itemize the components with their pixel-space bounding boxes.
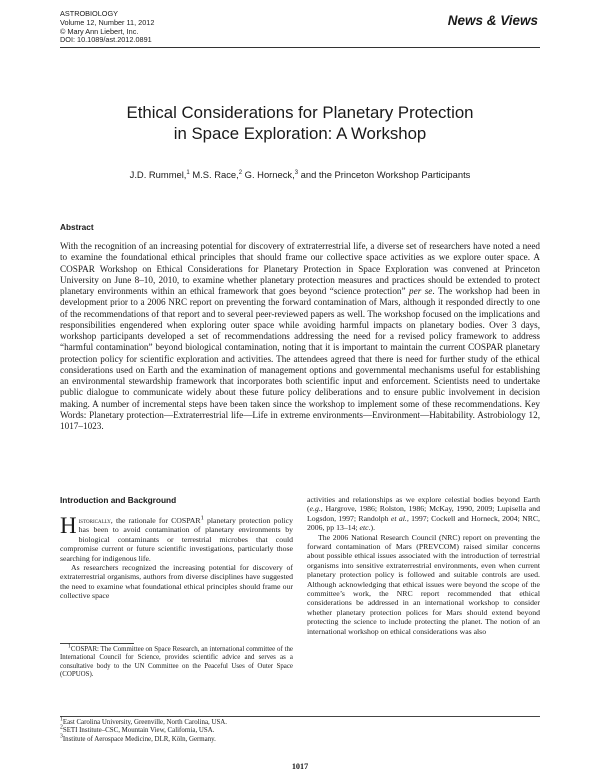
right-text-1c: , 1997; Cockell and Horneck, 2004; NRC, 2006, pp 13–14; (307, 513, 540, 533)
right-column (307, 495, 540, 636)
author-1[interactable]: J.D. Rummel, (129, 169, 187, 180)
title-line-2: in Space Exploration: A Workshop (173, 124, 427, 143)
article-title (60, 102, 540, 144)
left-column (60, 513, 293, 601)
affiliation-2-mark: 2 (60, 725, 63, 732)
footnote (60, 643, 293, 680)
journal-info (60, 10, 154, 45)
intro-heading: Introduction and Background (60, 495, 177, 505)
affiliation-2-text: SETI Institute–CSC, Mountain View, California, USA. (62, 727, 215, 735)
abstract-text-2: . The workshop had been in development prior to a 2006 NRC report on preventing the forward contamination of Mars, although it responded directly to one of the recommendations of that report and to several peer-reviewed papers as well. The workshop focused on the implications and responsibilities engendered when exploring outer space while avoiding harmful impacts on planetary bodies. Over 3 days, workshop participants developed a set of recommendations addressing the need for a revised policy framework to address “harmful contamination” beyond biological contamination, noting that it is important to maintain the current COSPAR planetary protection policy for scientific exploration and activities. The attendees agreed that there is need for further study of the ethical considerations used on Earth and the examination of management options and governmental mechanisms useful for establishing an environmental stewardship framework that incorporates both scientific input and enforcement. Scientists need to undertake public dialogue to communicate widely about these future policy deliberations and to ensure public involvement in decision making. A number of incremental steps have been taken since the workshop to implement some of these recommendations. Key Words: Planetary protection—Extraterrestrial life—Life in extreme environments—Environment—Habitability. Astrobiology 12, 1017–1023. (60, 286, 540, 431)
right-paragraph-1 (307, 495, 540, 533)
right-text-1a: activities and relationships as we explore celestial bodies beyond Earth ( (307, 495, 540, 514)
author-list (60, 169, 540, 180)
affiliation-3-mark: 3 (60, 733, 63, 740)
affiliations (60, 716, 228, 744)
author-2-affil: 2 (238, 169, 243, 176)
intro-text-1b: planetary protection policy has been to avoid contamination of planetary environments by biological contaminants or terrestrial microbes that could compromise current or future scientific investigations, particularly those searching for indigenous life. (60, 516, 293, 563)
section-label: News & Views (447, 13, 538, 28)
abstract-heading: Abstract (60, 222, 94, 232)
intro-text-1: the rationale for COSPAR (112, 516, 201, 525)
intro-smallcaps: istorically, (78, 516, 113, 525)
right-paragraph-2: The 2006 National Research Council (NRC) report on preventing the forward contamination of Mars (PREVCOM) raised similar concerns about possible ethical issues associated with the introduction of terrestrial organisms into sensitive extraterrestrial environments, even when current planetary protection policy is followed and suitable controls are used. Although acknowledging that ethical issues were beyond the scope of the committee’s work, the NRC report recommended that ethical considerations be addressed in an international workshop to consider whether planetary protection polices for Mars should extend beyond protecting the science to include protecting the planet. The notion of an international workshop on ethical considerations was also (307, 532, 540, 636)
right-etc: etc. (359, 523, 371, 533)
abstract-body (60, 241, 540, 432)
right-eg: e.g. (309, 504, 321, 514)
right-text-1d: ). (370, 523, 376, 533)
abstract-italic: per se (409, 286, 433, 296)
affiliation-3-text: Institute of Aerospace Medicine, DLR, Köln, Germany. (62, 735, 216, 743)
affiliation-divider (60, 716, 540, 717)
affiliation-2 (60, 727, 227, 735)
footnote-divider (60, 643, 134, 644)
drop-cap: H (60, 513, 77, 538)
affiliation-1-text: East Carolina University, Greenville, North Carolina, USA. (62, 719, 228, 726)
journal-copyright: © Mary Ann Liebert, Inc. (60, 26, 139, 36)
author-3[interactable]: G. Horneck, (242, 169, 295, 180)
right-etal: et al. (390, 513, 407, 523)
author-3-affil: 3 (294, 169, 299, 176)
author-group: and the Princeton Workshop Participants (298, 169, 471, 180)
footnote-ref[interactable]: 1 (200, 514, 204, 522)
footnote-text: COSPAR: The Committee on Space Research, an international committee of the International Council for Science, provides scientific advice and serves as a consultative body to the UN Committee on the Peaceful Uses of Outer Space (COPUOS). (60, 646, 293, 679)
title-line-1: Ethical Considerations for Planetary Protection (126, 103, 474, 122)
footnote-mark: 1 (68, 643, 71, 650)
intro-paragraph-1 (60, 513, 293, 563)
header-divider (60, 47, 540, 48)
journal-volume: Volume 12, Number 11, 2012 (60, 17, 155, 27)
journal-name: ASTROBIOLOGY (60, 9, 118, 18)
author-2[interactable]: M.S. Race, (189, 169, 239, 180)
journal-doi[interactable]: DOI: 10.1089/ast.2012.0891 (60, 35, 152, 45)
affiliation-1-mark: 1 (60, 716, 63, 723)
author-1-affil: 1 (186, 169, 190, 176)
affiliation-3 (60, 733, 227, 744)
abstract-text-1: With the recognition of an increasing potential for discovery of extraterrestrial life, a diverse set of researchers have noted a need to examine the foundational ethical principles that should frame our collective space activities as we explore outer space. A COSPAR Workshop on Ethical Considerations for Planetary Protection in Space Exploration was convened at Princeton University on June 8–10, 2010, to examine whether planetary protection measures and practices should be extended to protect planetary environments within an ethical framework that goes beyond “science protection” (60, 241, 540, 296)
page-number: 1017 (291, 762, 309, 771)
intro-paragraph-2: As researchers recognized the increasing potential for discovery of extraterrestrial organisms, authors from diverse disciplines have suggested the need to examine what foundational ethical principles should frame our collective space (60, 563, 293, 601)
right-text-1b: , Hargrove, 1986; Rolston, 1986; McKay, 1990, 2009; Lupisella and Logsdon, 1997; Randolph (307, 504, 540, 523)
